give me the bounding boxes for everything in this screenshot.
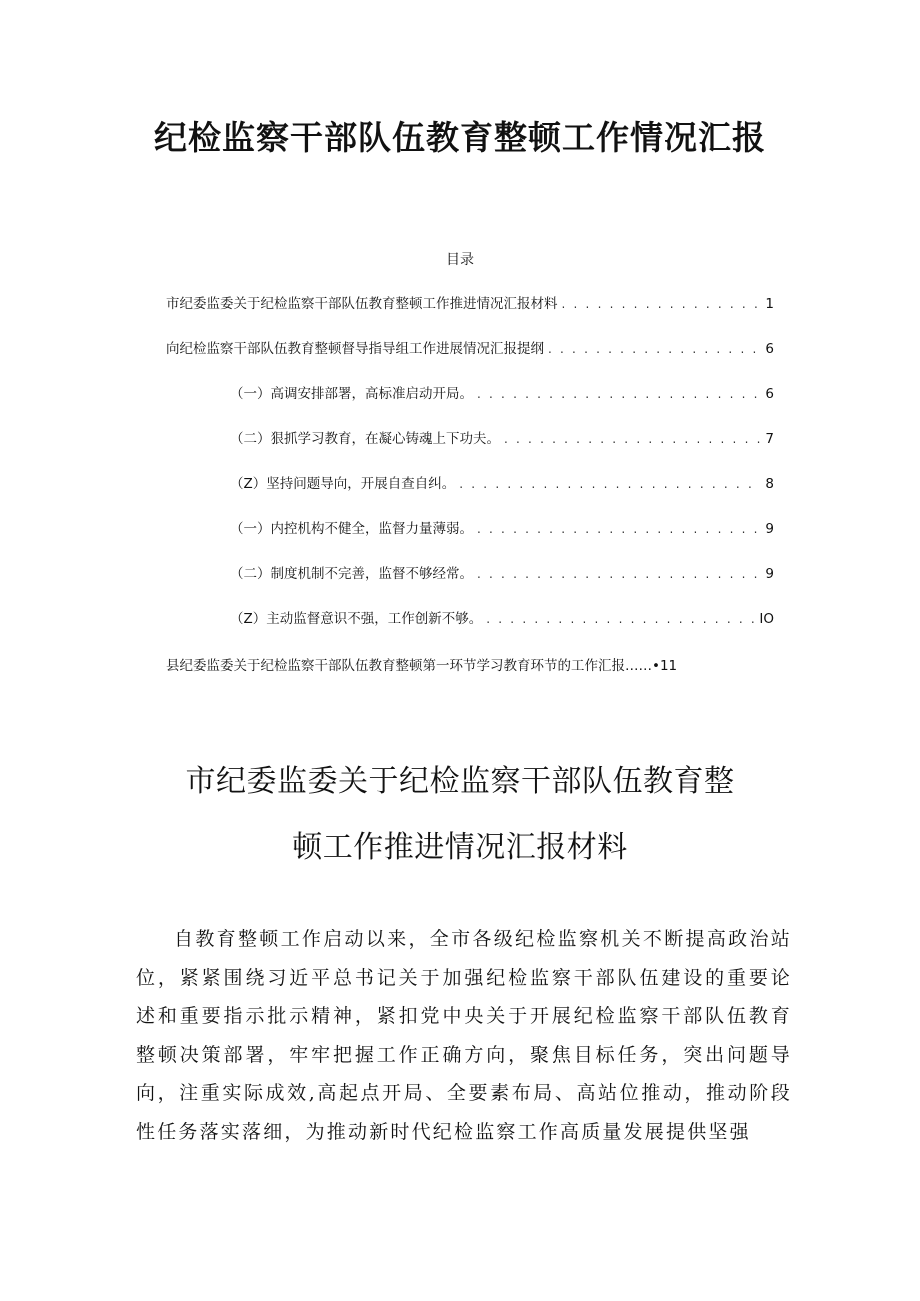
toc-entry[interactable]: [230, 564, 774, 584]
section-title-line1: 市纪委监委关于纪检监察干部队伍教育整: [185, 764, 735, 799]
toc-entry[interactable]: [230, 474, 774, 494]
toc-leader-dots: [477, 564, 761, 584]
toc-entry-page: 9: [765, 566, 774, 582]
toc-entry[interactable]: [230, 609, 774, 629]
body-paragraph: 自教育整顿工作启动以来，全市各级纪检监察机关不断提高政治站位，紧紧围绕习近平总书记关于加强纪检监察干部队伍建设的重要论述和重要指示批示精神，紧扣党中央关于开展纪检监察干部队伍教育整顿决策部署，牢牢把握工作正确方向，聚焦目标任务，突出问题导向，注重实际成效,高起点开局、全要素布局、高站位推动，推动阶段性任务落实落细，为推动新时代纪检监察工作高质量发展提供坚强: [136, 928, 792, 1143]
toc-entry[interactable]: [230, 384, 774, 404]
toc-entry-page: 6: [765, 386, 774, 402]
toc-entry[interactable]: [166, 294, 774, 314]
toc-entry-page: 1: [765, 296, 774, 312]
toc-entry-text: （一）内控机构不健全，监督力量薄弱。: [230, 521, 473, 537]
toc-entry-text: （二）狠抓学习教育，在凝心铸魂上下功夫。: [230, 431, 500, 447]
toc-entry-last[interactable]: 县纪委监委关于纪检监察干部队伍教育整顿第一环节学习教育环节的工作汇报……•11: [166, 658, 678, 674]
toc-entry-page: 7: [765, 431, 774, 447]
toc-entry[interactable]: [166, 339, 774, 359]
toc-entry-text: （一）高调安排部署，高标准启动开局。: [230, 386, 473, 402]
toc-leader-dots: [486, 609, 755, 629]
section-title-line2: 顿工作推进情况汇报材料: [292, 830, 628, 865]
toc-entry[interactable]: [230, 519, 774, 539]
toc-entry-text: （二）制度机制不完善，监督不够经常。: [230, 566, 473, 582]
toc-leader-dots: [504, 429, 761, 449]
document-title: 纪检监察干部队伍教育整顿工作情况汇报: [154, 118, 766, 157]
toc-heading: 目录: [446, 252, 474, 268]
toc-leader-dots: [459, 474, 761, 494]
toc-entry-text: 向纪检监察干部队伍教育整顿督导指导组工作进展情况汇报提纲: [166, 341, 544, 357]
toc-entry-page: 6: [765, 341, 774, 357]
toc-entry-text: （Z）主动监督意识不强，工作创新不够。: [230, 611, 483, 627]
toc-entry[interactable]: [230, 429, 774, 449]
toc-leader-dots: [477, 519, 761, 539]
toc-entry-page: 8: [765, 476, 774, 492]
toc-entry-page: 9: [765, 521, 774, 537]
toc-entry-text: 市纪委监委关于纪检监察干部队伍教育整顿工作推进情况汇报材料: [166, 296, 558, 312]
toc-leader-dots: [548, 339, 761, 359]
toc-leader-dots: [477, 384, 761, 404]
toc-entry-page: IO: [759, 611, 774, 627]
toc-leader-dots: [562, 294, 762, 314]
toc-entry-text: （Z）坚持问题导向，开展自查自纠。: [230, 476, 456, 492]
